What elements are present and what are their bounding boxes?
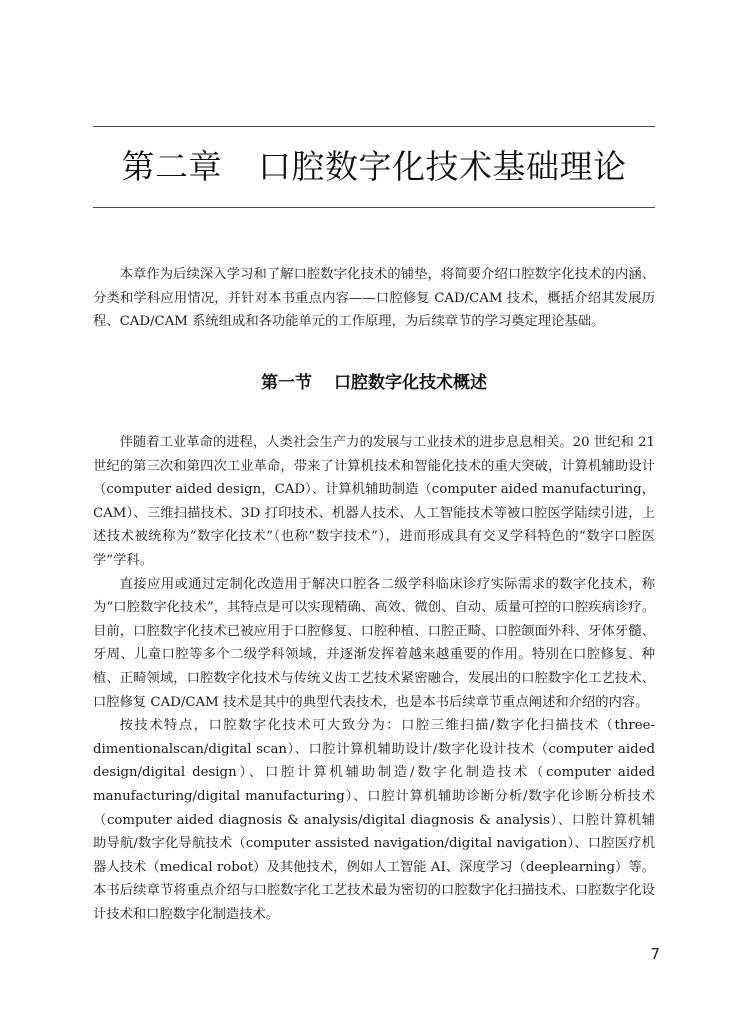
section-number: 第一节 (261, 373, 312, 393)
intro-paragraph: 本章作为后续深入学习和了解口腔数字化技术的铺垫，将简要介绍口腔数字化技术的内涵、分类和学科应用情况，并针对本书重点内容——口腔修复 CAD/CAM 技术，概括介绍其发展历程、CAD/CAM 系统组成和各功能单元的工作原理，为后续章节的学习奠定理论基础。 (93, 267, 655, 330)
body-paragraph-3: 按技术特点，口腔数字化技术可大致分为：口腔三维扫描/数字化扫描技术（three-dimentionalscan/digital scan）、口腔计算机辅助设计/数字化设计技术（computer aided design/digital design）、口腔计算机辅助制造/数字化制造技术（computer aided manufacturing/digital manufacturing）、口腔计算机辅助诊断分析/数字化诊断分析技术（computer aided diagnosis & analysis/digital diagnosis & analysis）、口腔计算机辅助导航/数字化导航技术（computer assisted navigation/digital navigation）、口腔医疗机器人技术（medical robot）及其他技术，例如人工智能 AI、深度学习（deeplearning）等。本书后续章节将重点介绍与口腔数字化工艺技术最为密切的口腔数字化扫描技术、口腔数字化设计技术和口腔数字化制造技术。 (93, 718, 655, 922)
body-paragraph-2: 直接应用或通过定制化改造用于解决口腔各二级学科临床诊疗实际需求的数字化技术，称为“口腔数字化技术”，其特点是可以实现精确、高效、微创、自动、质量可控的口腔疾病诊疗。目前，口腔数字化技术已被应用于口腔修复、口腔种植、口腔正畸、口腔颌面外科、牙体牙髓、牙周、儿童口腔等多个二级学科领域，并逐渐发挥着越来越重要的作用。特别在口腔修复、种植、正畸领域，口腔数字化技术与传统义齿工艺技术紧密融合，发展出的口腔数字化工艺技术、口腔修复 CAD/CAM 技术是其中的典型代表技术，也是本书后续章节重点阐述和介绍的内容。 (93, 576, 655, 710)
chapter-title (93, 143, 655, 191)
chapter-heading-text: 口腔数字化技术基础理论 (258, 147, 627, 186)
chapter-bottom-rule (93, 207, 655, 208)
body-paragraph-1: 伴随着工业革命的进程，人类社会生产力的发展与工业技术的进步息息相关。20 世纪和 21 世纪的第三次和第四次工业革命，带来了计算机技术和智能化技术的重大突破，计算机辅助设计（computer aided design，CAD）、计算机辅助制造（computer aided manufacturing，CAM）、三维扫描技术、3D 打印技术、机器人技术、人工智能技术等被口腔医学陆续引进，上述技术被统称为“数字化技术”（也称“数字技术”），进而形成具有交叉学科特色的“数字口腔医学”学科。 (93, 435, 655, 568)
section-heading-text: 口腔数字化技术概述 (334, 373, 487, 393)
page-number: 7 (650, 945, 660, 963)
section-title (93, 370, 655, 396)
chapter-intro (93, 263, 655, 334)
section-body (93, 431, 655, 926)
chapter-number: 第二章 (121, 147, 222, 186)
chapter-top-rule (93, 126, 655, 127)
